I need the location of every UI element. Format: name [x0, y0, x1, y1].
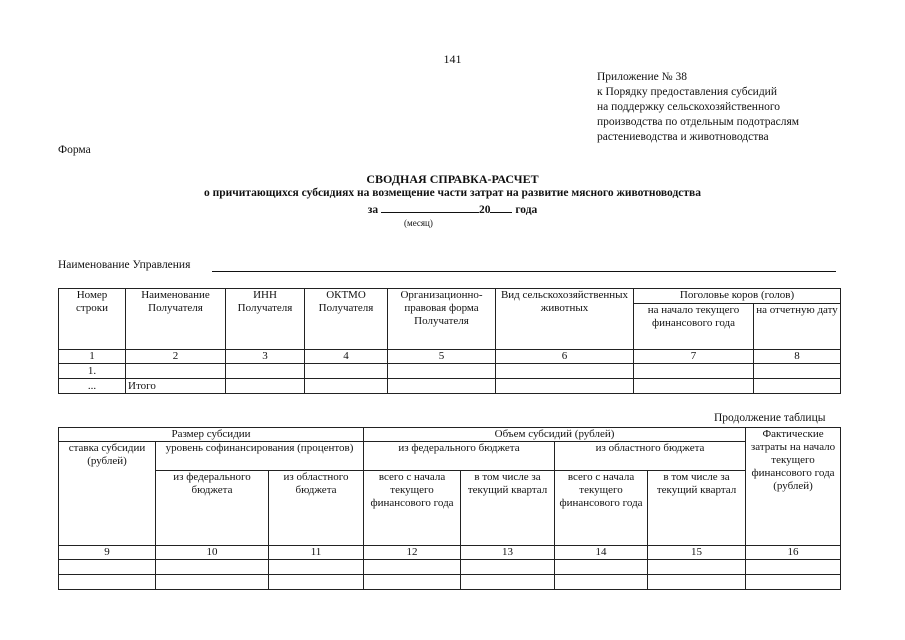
header-recipient-name: Наименование Получателя — [126, 289, 226, 350]
header-cofinancing: уровень софинансирования (процентов) — [156, 442, 364, 471]
row-number: ... — [59, 379, 126, 394]
header-actual-costs: Фактические затраты на начало текущего финансового года (рублей) — [746, 428, 841, 546]
table-cell[interactable] — [269, 575, 364, 590]
department-blank-field[interactable] — [212, 271, 836, 272]
year-blank-field[interactable] — [490, 202, 512, 213]
month-note: (месяц) — [404, 218, 433, 228]
table-row — [59, 575, 841, 590]
table-cell[interactable] — [305, 379, 388, 394]
table-cell[interactable] — [59, 560, 156, 575]
table-cell[interactable] — [634, 364, 754, 379]
table-cell[interactable] — [555, 575, 648, 590]
header-federal-total: всего с начала текущего финансового года — [364, 471, 461, 546]
column-number: 6 — [496, 350, 634, 364]
appendix-line: производства по отдельным подотраслям — [597, 116, 800, 128]
table-cell[interactable] — [496, 379, 634, 394]
appendix-line: к Порядку предоставления субсидий — [597, 86, 777, 98]
table-cell[interactable] — [634, 379, 754, 394]
form-label: Форма — [58, 144, 91, 156]
recipients-table — [58, 288, 841, 394]
document-subtitle: о причитающихся субсидиях на возмещение части затрат на развитие мясного животноводства — [203, 187, 701, 199]
total-row — [59, 379, 841, 394]
table-cell[interactable] — [156, 575, 269, 590]
total-label: Итого — [126, 379, 226, 394]
table-cell[interactable] — [305, 364, 388, 379]
column-number: 5 — [388, 350, 496, 364]
period-prefix: за — [367, 204, 379, 216]
department-label: Наименование Управления — [58, 259, 191, 271]
table-cell[interactable] — [364, 560, 461, 575]
header-subsidy-size: Размер субсидии — [59, 428, 364, 442]
column-number: 9 — [59, 546, 156, 560]
table-cell[interactable] — [746, 560, 841, 575]
column-number: 16 — [746, 546, 841, 560]
table-cell[interactable] — [648, 575, 746, 590]
column-number: 15 — [648, 546, 746, 560]
table-cell[interactable] — [364, 575, 461, 590]
table-cell[interactable] — [746, 575, 841, 590]
table-cell[interactable] — [388, 364, 496, 379]
appendix-line: растениеводства и животноводства — [597, 131, 769, 143]
table-cell[interactable] — [269, 560, 364, 575]
table-cell[interactable] — [461, 560, 555, 575]
period-year-suffix: года — [515, 204, 538, 216]
column-number: 2 — [126, 350, 226, 364]
table-cell[interactable] — [461, 575, 555, 590]
column-number: 14 — [555, 546, 648, 560]
header-cows-report: на отчетную дату — [754, 304, 841, 350]
header-inn: ИНН Получателя — [226, 289, 305, 350]
header-animal-type: Вид сельскохозяйственных животных — [496, 289, 634, 350]
table-continued-label: Продолжение таблицы — [714, 412, 826, 424]
header-federal-quarter: в том числе за текущий квартал — [461, 471, 555, 546]
header-cofin-federal: из федерального бюджета — [156, 471, 269, 546]
table-cell[interactable] — [496, 364, 634, 379]
header-from-federal: из федерального бюджета — [364, 442, 555, 471]
document-title: СВОДНАЯ СПРАВКА-РАСЧЕТ — [366, 172, 539, 186]
appendix-reference — [597, 70, 799, 145]
table-cell[interactable] — [754, 364, 841, 379]
column-number: 4 — [305, 350, 388, 364]
column-number: 7 — [634, 350, 754, 364]
subsidy-table — [58, 427, 841, 590]
row-number: 1. — [59, 364, 126, 379]
header-from-regional: из областного бюджета — [555, 442, 746, 471]
column-number: 12 — [364, 546, 461, 560]
header-oktmo: ОКТМО Получателя — [305, 289, 388, 350]
period-line — [0, 202, 905, 216]
header-cows-start: на начало текущего финансового года — [634, 304, 754, 350]
header-row-number: Номер строки — [59, 289, 126, 350]
table-cell[interactable] — [156, 560, 269, 575]
header-legal-form: Организационно-правовая форма Получателя — [388, 289, 496, 350]
header-regional-total: всего с начала текущего финансового года — [555, 471, 648, 546]
table-cell[interactable] — [555, 560, 648, 575]
month-blank-field[interactable] — [381, 202, 479, 213]
header-cofin-regional: из областного бюджета — [269, 471, 364, 546]
header-subsidy-volume: Объем субсидий (рублей) — [364, 428, 746, 442]
column-number: 8 — [754, 350, 841, 364]
table-cell[interactable] — [648, 560, 746, 575]
period-year-prefix: 20 — [478, 204, 491, 216]
table-cell[interactable] — [226, 364, 305, 379]
column-number: 13 — [461, 546, 555, 560]
table-cell[interactable] — [59, 575, 156, 590]
column-number: 10 — [156, 546, 269, 560]
table-row — [59, 560, 841, 575]
column-number: 1 — [59, 350, 126, 364]
column-number: 11 — [269, 546, 364, 560]
header-rate: ставка субсидии (рублей) — [59, 442, 156, 546]
appendix-line: Приложение № 38 — [597, 71, 687, 83]
table-row — [59, 364, 841, 379]
column-number: 3 — [226, 350, 305, 364]
header-regional-quarter: в том числе за текущий квартал — [648, 471, 746, 546]
table-cell[interactable] — [126, 364, 226, 379]
table-cell[interactable] — [226, 379, 305, 394]
appendix-line: на поддержку сельскохозяйственного — [597, 101, 781, 113]
table-cell[interactable] — [754, 379, 841, 394]
page-number: 141 — [443, 52, 462, 66]
table-cell[interactable] — [388, 379, 496, 394]
header-cows-group: Поголовье коров (голов) — [634, 289, 841, 304]
